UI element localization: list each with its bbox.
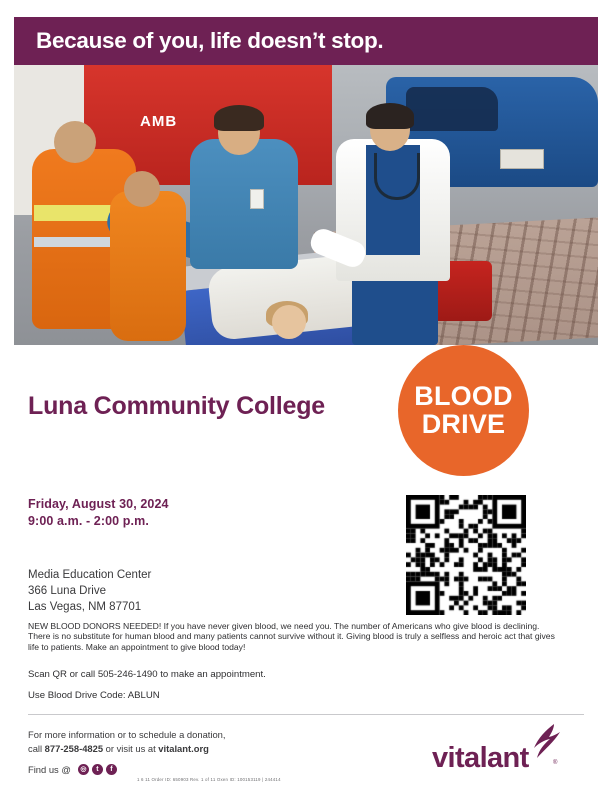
photo-car-plate — [500, 149, 544, 169]
body-paragraph: NEW BLOOD DONORS NEEDED! If you have never given blood, we need you. The number of Americans who give blood is declining. There is no substitute for human blood and many patients cannot survive without it. Giving blood is truly a selfless and heroic act that gives life to patients. Make an appointment to give blood today! — [28, 621, 555, 652]
venue-name: Media Education Center — [28, 569, 152, 581]
photo-ambulance-label: AMB — [140, 113, 178, 130]
vitalant-wordmark: vitalant — [432, 742, 529, 774]
photo-paramedic-second-head — [124, 171, 160, 207]
photo-doctor-stethoscope — [374, 153, 420, 200]
event-address — [28, 567, 151, 615]
photo-doctor-hair — [366, 103, 414, 129]
event-time: 9:00 a.m. - 2:00 p.m. — [28, 514, 149, 528]
facebook-icon[interactable]: f — [106, 764, 117, 775]
photo-nurse-badge — [250, 189, 264, 209]
qr-code[interactable] — [406, 495, 526, 615]
photo-nurse-body — [190, 139, 298, 269]
footer-call-middle: or visit us at — [103, 742, 159, 754]
photo-nurse-hair — [214, 105, 264, 131]
footer-call-prefix: call — [28, 742, 45, 754]
find-us-row — [28, 764, 117, 775]
blood-drive-badge — [398, 345, 529, 476]
photo-paramedic-second-body — [110, 191, 186, 341]
blood-drive-code: Use Blood Drive Code: ABLUN — [28, 690, 160, 701]
footer-line-2 — [28, 742, 226, 756]
vitalant-swoosh-icon — [524, 722, 564, 762]
organization-name: Luna Community College — [28, 392, 326, 420]
header-tagline: Because of you, life doesn’t stop. — [36, 28, 384, 53]
photo-car-window — [406, 87, 498, 131]
blood-drive-badge-line2: DRIVE — [421, 408, 506, 439]
instagram-icon[interactable]: ◎ — [78, 764, 89, 775]
footer-website[interactable]: vitalant.org — [158, 742, 209, 754]
footer-phone[interactable]: 877-258-4825 — [44, 742, 104, 754]
venue-street: 366 Luna Drive — [28, 585, 106, 597]
twitter-icon[interactable]: t — [92, 764, 103, 775]
vitalant-trademark: ® — [553, 760, 558, 766]
blood-drive-badge-line1: BLOOD — [414, 380, 513, 411]
social-icons[interactable] — [78, 764, 117, 775]
vitalant-logo — [432, 730, 572, 776]
hero-photo — [14, 65, 598, 345]
venue-city-state-zip: Las Vegas, NM 87701 — [28, 601, 142, 613]
legal-line: 1 6 11 Order ID: 650903 Rev. 1 of 11 Oxen ID: 100153119 | 244414 — [137, 777, 281, 782]
footer-line-1: For more information or to schedule a donation, — [28, 729, 226, 740]
scan-instruction: Scan QR or call 505-246-1490 to make an appointment. — [28, 669, 266, 680]
footer-divider — [28, 714, 584, 715]
find-us-label: Find us @ — [28, 764, 71, 775]
photo-doctor-pants — [352, 271, 438, 345]
event-date: Friday, August 30, 2024 — [28, 497, 169, 511]
photo-patient-head — [272, 305, 306, 339]
photo-paramedic-left-head — [54, 121, 96, 163]
footer-contact — [28, 728, 226, 755]
qr-code-canvas — [406, 495, 526, 615]
